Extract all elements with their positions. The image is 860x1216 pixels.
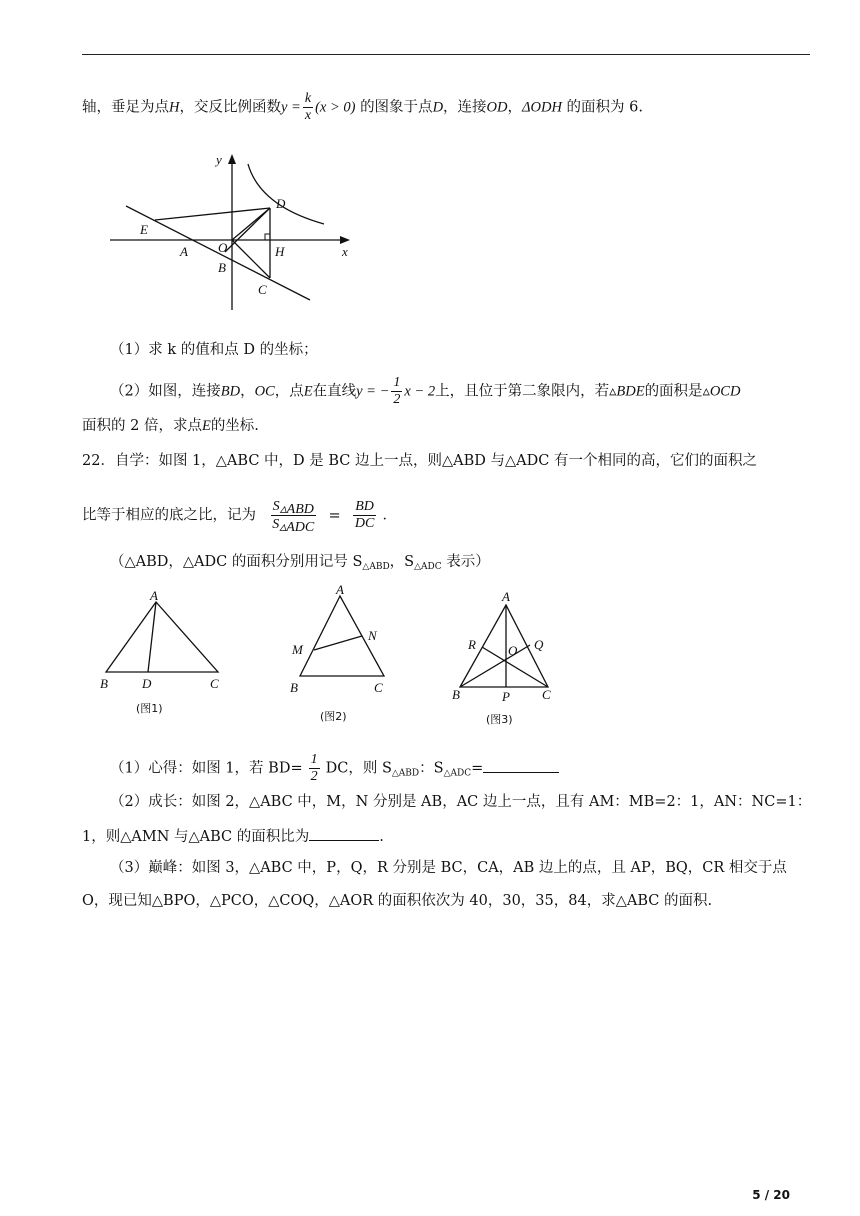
denominator: DC bbox=[354, 516, 375, 531]
fraction-one-half bbox=[391, 375, 402, 408]
math-OD: OD bbox=[486, 99, 508, 116]
question-21-1: （1）求 k 的值和点 D 的坐标； bbox=[110, 342, 318, 358]
label-O: O bbox=[218, 240, 228, 255]
label-O: O bbox=[508, 643, 518, 658]
label-M: M bbox=[292, 642, 303, 657]
sub: △ABD bbox=[391, 768, 420, 779]
text: ， bbox=[507, 99, 522, 116]
text: 上，且位于第二象限内，若 bbox=[435, 383, 610, 400]
text: 1，则△AMN 与△ABC 的面积比为 bbox=[82, 829, 310, 845]
label-R: R bbox=[468, 637, 476, 652]
math-E: E bbox=[303, 383, 313, 400]
text: 轴，垂足为点 bbox=[82, 99, 169, 116]
fraction-k-over-x bbox=[303, 91, 313, 124]
answer-blank[interactable] bbox=[309, 826, 379, 841]
label-B: B bbox=[100, 676, 108, 691]
text: ． bbox=[382, 507, 398, 524]
numerator: 1 bbox=[393, 375, 401, 390]
label-C: C bbox=[258, 282, 267, 297]
math-y: y = − bbox=[356, 383, 390, 400]
figure-3 bbox=[450, 585, 570, 730]
denominator: 2 bbox=[393, 392, 401, 407]
denominator: x bbox=[304, 108, 312, 123]
sub: △ADC bbox=[414, 562, 442, 572]
right-angle-mark bbox=[265, 234, 270, 240]
label-A: A bbox=[502, 589, 510, 604]
sub: ▵ADC bbox=[279, 520, 315, 535]
text: = bbox=[471, 760, 484, 777]
equals: = bbox=[328, 507, 341, 524]
math-H: H bbox=[169, 99, 180, 116]
problem-22-part3-line1: （3）巅峰：如图 3，△ABC 中，P，Q，R 分别是 BC，CA，AB 边上的点，且 AP，BQ，CR 相交于点 bbox=[110, 860, 787, 876]
label-B: B bbox=[290, 680, 298, 695]
header-rule bbox=[82, 54, 810, 55]
label-E: E bbox=[140, 222, 148, 237]
fraction-area-ratio bbox=[271, 498, 316, 533]
problem21-intro-line bbox=[82, 91, 643, 124]
sub: ▵ABD bbox=[279, 502, 314, 517]
text: ，交反比例函数 bbox=[179, 99, 281, 116]
math-BDE: ▵BDE bbox=[609, 383, 645, 400]
question-21-2-line2 bbox=[82, 416, 259, 436]
label-D: D bbox=[142, 676, 152, 691]
text: 的图象于点 bbox=[360, 99, 433, 116]
label-H: H bbox=[275, 244, 285, 259]
math-OCD: ▵OCD bbox=[702, 383, 741, 400]
math-OC: OC bbox=[254, 383, 275, 400]
label-C: C bbox=[374, 680, 383, 695]
sub: △ADC bbox=[443, 768, 472, 779]
math-y: y = bbox=[280, 99, 301, 116]
text: 的坐标. bbox=[210, 418, 259, 434]
math-ODH: ΔODH bbox=[522, 99, 562, 116]
label-A: A bbox=[336, 582, 344, 597]
figure-2 bbox=[290, 578, 400, 728]
answer-blank[interactable] bbox=[483, 758, 559, 773]
coordinate-figure bbox=[110, 148, 360, 313]
text: ，S bbox=[389, 554, 415, 570]
figure-caption: (图1) bbox=[136, 702, 163, 715]
text: 比等于相应的底之比，记为 bbox=[82, 507, 256, 524]
text: ， bbox=[240, 383, 255, 400]
segment-OC bbox=[232, 240, 270, 278]
text: ，连接 bbox=[443, 99, 487, 116]
problem-22-part2-line2 bbox=[82, 826, 384, 847]
figure-caption: (图3) bbox=[486, 713, 513, 726]
problem-22-part1 bbox=[110, 752, 559, 785]
text: （1）心得：如图 1，若 BD= bbox=[110, 760, 303, 777]
text: （2）如图，连接 bbox=[110, 383, 221, 400]
text: 的面积为 6. bbox=[566, 99, 643, 116]
text: DC，则 S bbox=[325, 760, 392, 777]
text: ，点 bbox=[274, 383, 304, 400]
page-number: 5 / 20 bbox=[752, 1188, 790, 1202]
label-y: y bbox=[216, 152, 222, 167]
fraction-one-half bbox=[309, 752, 320, 785]
label-B: B bbox=[452, 687, 460, 702]
math-BD: BD bbox=[220, 383, 241, 400]
label-N: N bbox=[368, 628, 377, 643]
figure-1 bbox=[96, 588, 236, 720]
label-C: C bbox=[542, 687, 551, 702]
math-E: E bbox=[201, 418, 211, 434]
text: . bbox=[379, 829, 384, 845]
s: S bbox=[272, 517, 280, 532]
problem-22-part3-line2: O，现已知△BPO，△PCO，△COQ，△AOR 的面积依次为 40，30，35，84，求△ABC 的面积. bbox=[82, 893, 713, 909]
label-Q: Q bbox=[534, 637, 544, 652]
text: 表示） bbox=[446, 554, 490, 570]
x-axis-arrow bbox=[340, 236, 350, 244]
fraction-bd-dc bbox=[353, 499, 376, 532]
label-B: B bbox=[218, 260, 226, 275]
text: （△ABD，△ADC 的面积分别用记号 S bbox=[110, 554, 363, 570]
label-A: A bbox=[150, 588, 158, 603]
segment-ED bbox=[155, 208, 270, 220]
text: 在直线 bbox=[312, 383, 357, 400]
text: 面积的 2 倍，求点 bbox=[82, 418, 202, 434]
problem-22-part2-line1: （2）成长：如图 2，△ABC 中，M，N 分别是 AB，AC 边上一点，且有 AM：MB=2：1，AN：NC=1： bbox=[110, 794, 812, 810]
text: ：S bbox=[419, 760, 444, 777]
label-A: A bbox=[180, 244, 188, 259]
label-C: C bbox=[210, 676, 219, 691]
problem-22-line1: 22．自学：如图 1，△ABC 中，D 是 BC 边上一点，则△ABD 与△ADC 有一个相同的高，它们的面积之 bbox=[82, 453, 757, 469]
label-D: D bbox=[276, 196, 286, 211]
s: S bbox=[272, 499, 280, 514]
text: 的面积是 bbox=[644, 383, 703, 400]
numerator: BD bbox=[355, 499, 374, 514]
triangle-ABC bbox=[106, 602, 218, 672]
label-P: P bbox=[502, 689, 510, 704]
y-axis-arrow bbox=[228, 154, 236, 164]
math-D: D bbox=[432, 99, 444, 116]
question-21-2-line1 bbox=[110, 375, 740, 408]
sub: △ABD bbox=[362, 562, 390, 572]
segment-MN bbox=[314, 636, 362, 650]
math-rest: x − 2 bbox=[404, 383, 436, 400]
figure-caption: (图2) bbox=[320, 710, 347, 723]
numerator: 1 bbox=[310, 752, 318, 767]
numerator: k bbox=[304, 91, 312, 106]
problem-22-note bbox=[110, 552, 490, 577]
hyperbola bbox=[248, 164, 324, 224]
math-condition: (x > 0) bbox=[315, 99, 356, 116]
denominator: 2 bbox=[310, 769, 318, 784]
label-x: x bbox=[342, 244, 348, 259]
problem-22-line2 bbox=[82, 498, 397, 533]
